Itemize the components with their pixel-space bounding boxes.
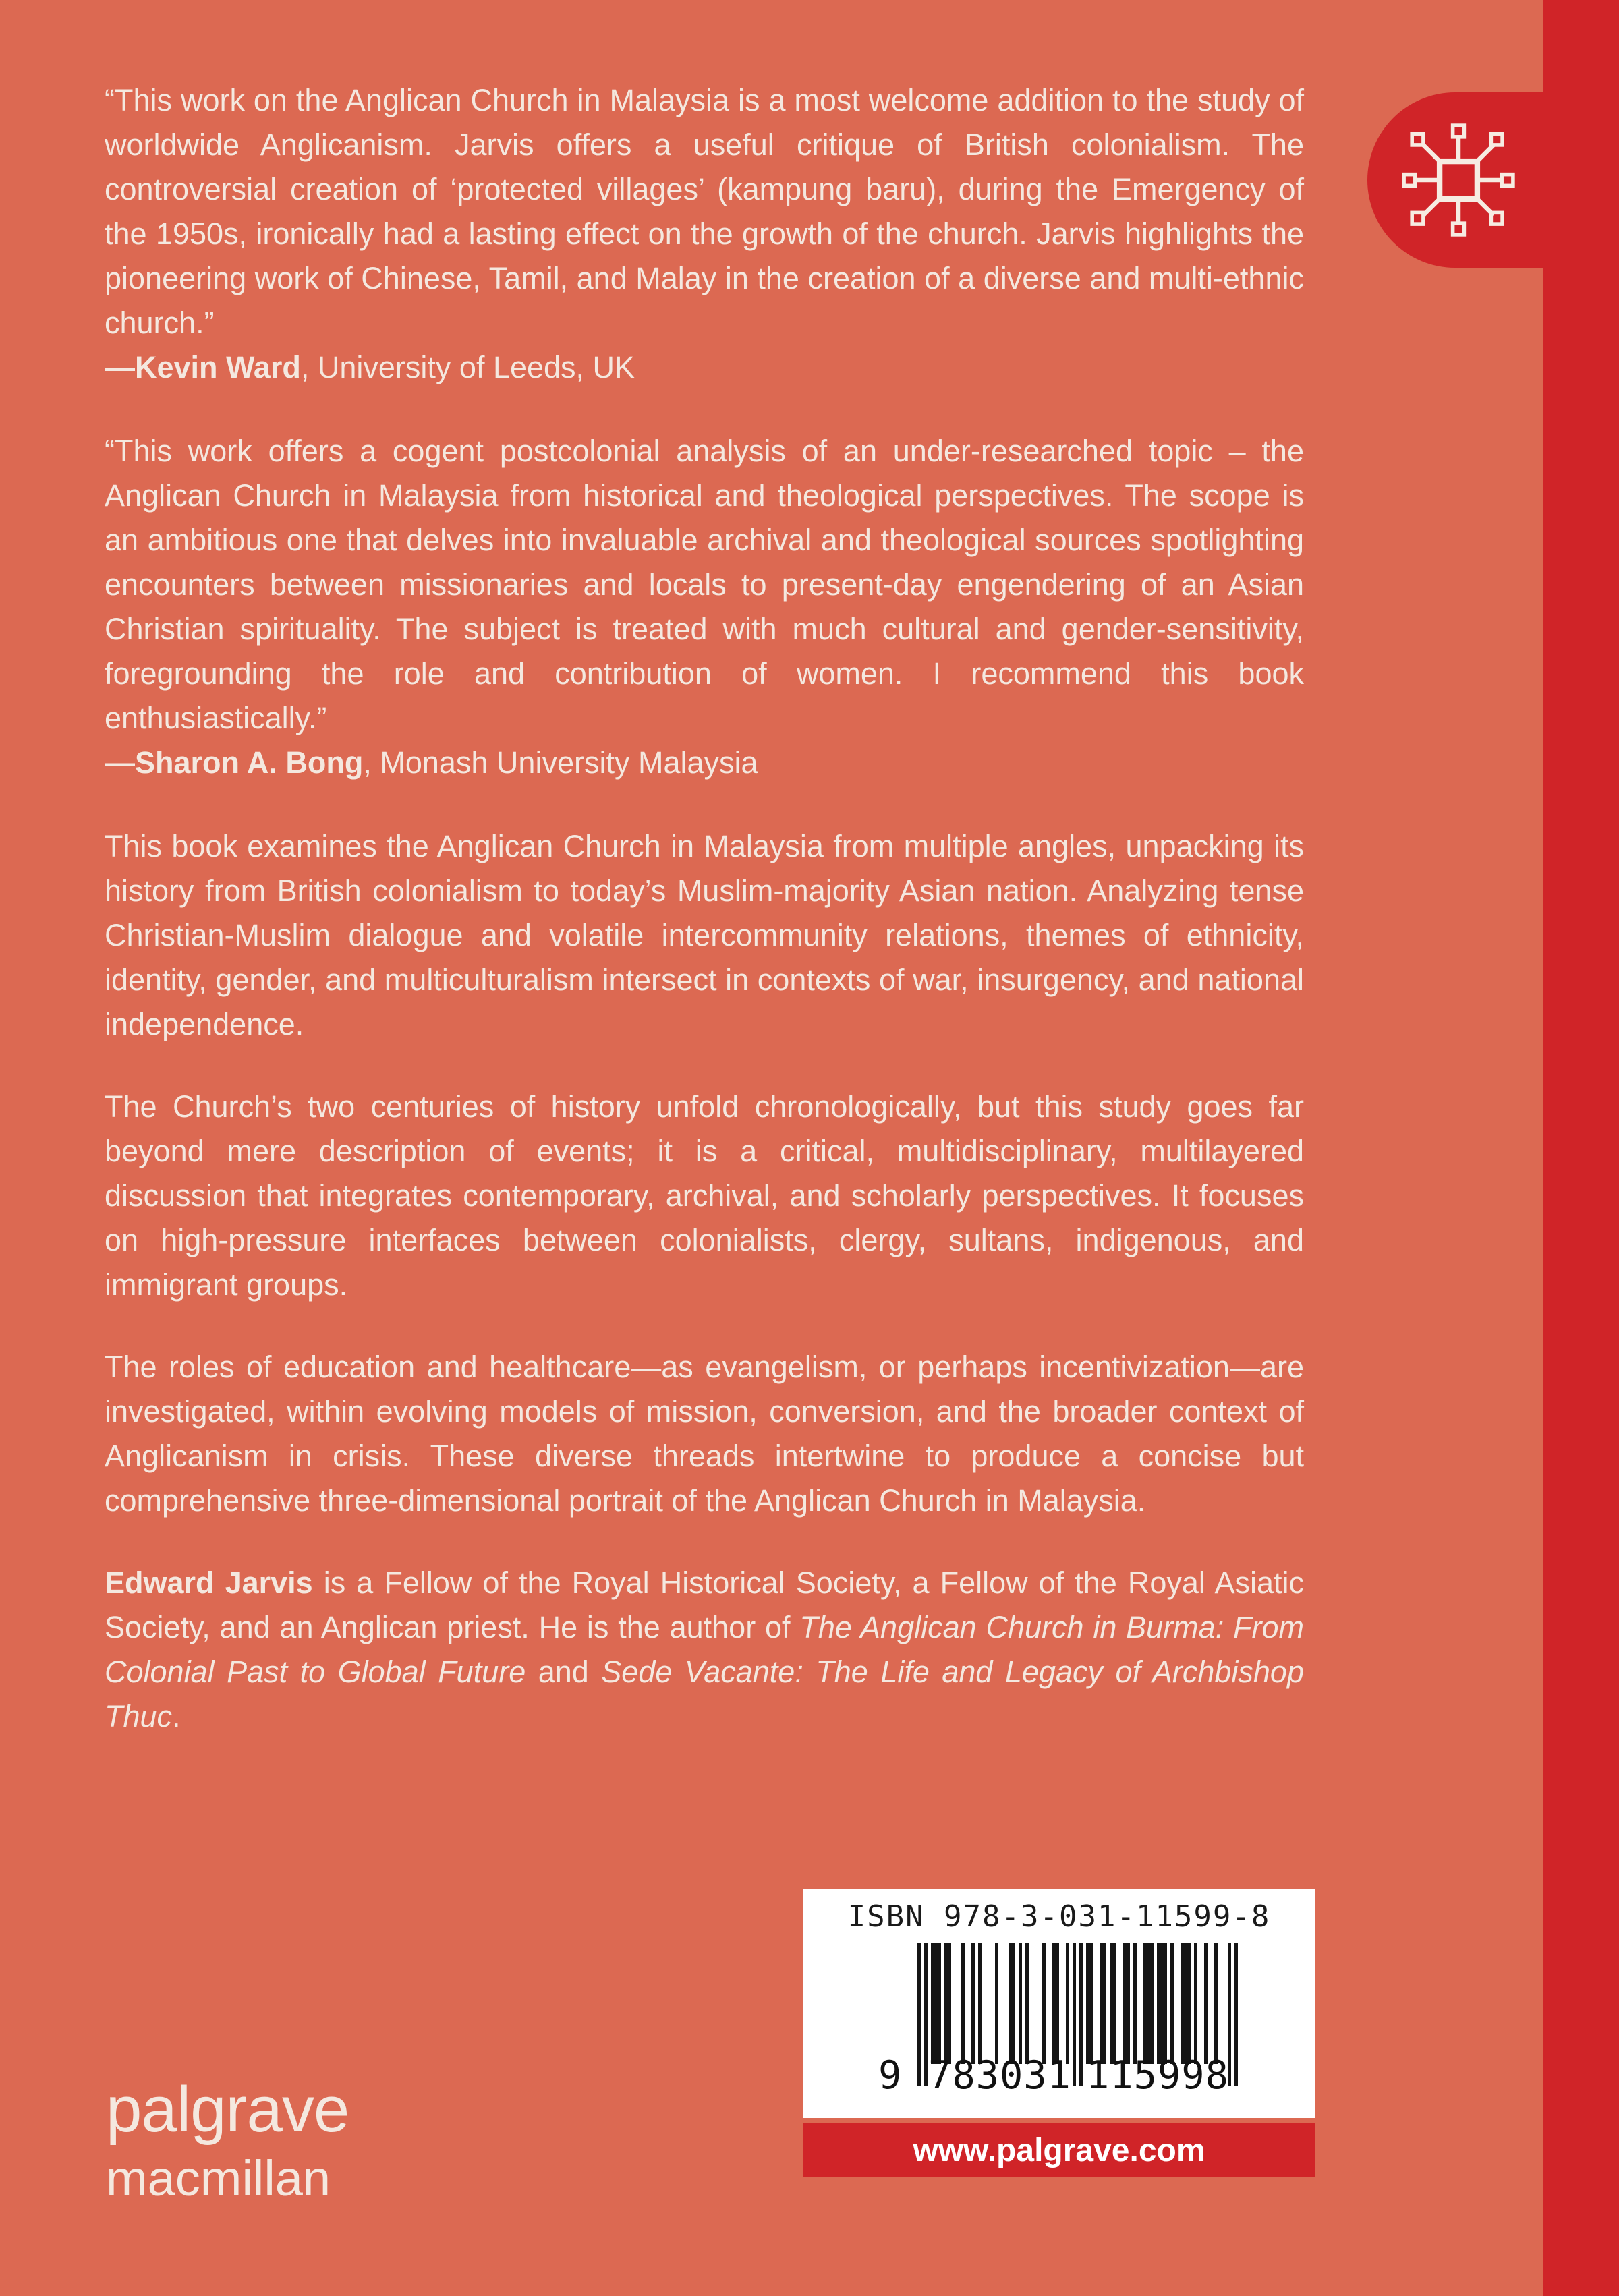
barcode-digits-group2: 115998 <box>1086 2053 1229 2098</box>
attribution-affiliation: , Monash University Malaysia <box>363 745 758 780</box>
barcode-digits-group1: 783031 <box>928 2053 1071 2098</box>
endorsement-quote-2 <box>105 429 1304 785</box>
description-paragraph-2: The Church’s two centuries of history unfold chronologically, but this study goes far beyond mere description of events; it is a critical, multidisciplinary, multilayered discussion that integrates contemporary, archival, and scholarly perspectives. It focuses on high-pressure interfaces between colonialists, clergy, sultans, indigenous, and immigrant groups. <box>105 1089 1304 1302</box>
website-url: www.palgrave.com <box>913 2132 1205 2169</box>
endorsement-quote-1-attribution <box>105 345 1304 390</box>
author-bio: Edward Jarvis is a Fellow of the Royal Historical Society, a Fellow of the Royal Asiatic Society, and an Anglican priest. He is the author of The Anglican Church in Burma: From Colonial Past to Global Future and Sede Vacante: The Life and Legacy of Archbishop Thuc. <box>105 1566 1304 1733</box>
compass-flower-icon <box>1396 117 1521 243</box>
endorsement-quote-1-body: “This work on the Anglican Church in Malaysia is a most welcome addition to the study of worldwide Anglicanism. Jarvis offers a useful critique of British colonialism. The controversial creation of ‘protected villages’ (kampung baru), during the Emergency of the 1950s, ironically had a lasting effect on the growth of the church. Jarvis highlights the pioneering work of Chinese, Tamil, and Malay in the creation of a diverse and multi-ethnic church.” <box>105 83 1304 340</box>
attribution-name: —Sharon A. Bong <box>105 745 364 780</box>
barcode-digits <box>803 2053 1315 2100</box>
endorsement-quote-2-attribution <box>105 741 1304 785</box>
book-description <box>105 824 1304 1523</box>
attribution-name: —Kevin Ward <box>105 350 301 384</box>
right-edge-band <box>1543 0 1619 2296</box>
attribution-affiliation: , University of Leeds, UK <box>300 350 635 384</box>
description-paragraph-1: This book examines the Anglican Church in Malaysia from multiple angles, unpacking its history from British colonialism to today’s Muslim-majority Asian nation. Analyzing tense Christian-Muslim dialogue and volatile intercommunity relations, themes of ethnicity, identity, gender, and multiculturalism intersect in contexts of war, insurgency, and national independence. <box>105 829 1304 1041</box>
back-cover-text-column <box>105 78 1304 1739</box>
endorsement-quote-1 <box>105 78 1304 390</box>
description-paragraph-3: The roles of education and healthcare—as evangelism, or perhaps incentivization—are investigated, within evolving models of mission, conversion, and the broader context of Anglicanism in crisis. These diverse threads intertwine to produce a concise but comprehensive three-dimensional portrait of the Anglican Church in Malaysia. <box>105 1350 1304 1518</box>
website-strip <box>803 2123 1315 2177</box>
barcode-panel <box>803 1889 1315 2118</box>
barcode-digit-left: 9 <box>878 2053 902 2098</box>
endorsement-quote-2-body: “This work offers a cogent postcolonial analysis of an under-researched topic – the Anglican Church in Malaysia from historical and theological perspectives. The scope is an ambitious one that delves into invaluable archival and theological sources spotlighting encounters between missionaries and locals to present-day engendering of an Asian Christian spirituality. The subject is treated with much cultural and gender-sensitivity, foregrounding the role and contribution of women. I recommend this book enthusiastically.” <box>105 434 1304 735</box>
publisher-wordmark <box>106 2073 349 2206</box>
publisher-wordmark-palgrave: palgrave <box>106 2073 349 2146</box>
publisher-wordmark-macmillan: macmillan <box>106 2150 331 2206</box>
palgrave-macmillan-logo-tab <box>1367 92 1619 268</box>
isbn-label: ISBN 978-3-031-11599-8 <box>847 1899 1271 1934</box>
